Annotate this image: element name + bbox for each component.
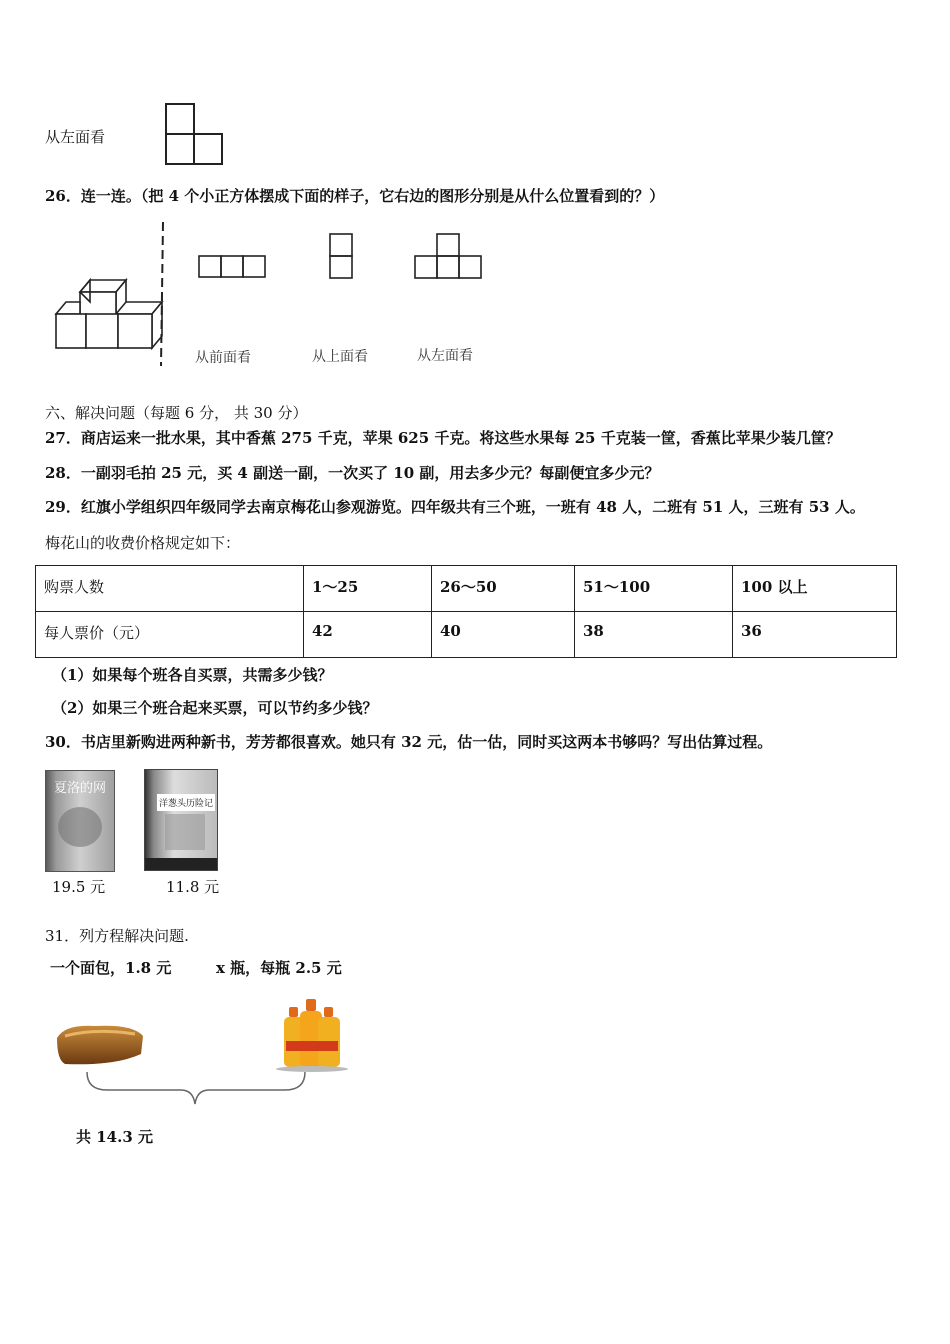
bottles-label: x 瓶，每瓶 2.5 元 (216, 959, 342, 977)
q25-view-label: 从左面看 (45, 128, 106, 146)
total-brace (85, 1070, 310, 1110)
table-cell: 42 (304, 612, 432, 658)
book1-illustration (58, 807, 102, 847)
q29-sub1: （1）如果每个班各自买票，共需多少钱？ (52, 666, 333, 684)
price-table (35, 565, 897, 658)
table-row (36, 612, 897, 658)
caption-front: 从前面看 (195, 350, 251, 366)
book2-cover (144, 769, 218, 871)
bread-icon (55, 1020, 147, 1070)
section-title: 六、解决问题（每题 6 分， 共 30 分） (45, 404, 308, 422)
q29-sub2: （2）如果三个班合起来买票，可以节约多少钱？ (52, 699, 378, 717)
dashed-divider (158, 220, 168, 368)
juice-bottles-icon (274, 995, 354, 1075)
total-label: 共 14.3 元 (76, 1128, 153, 1146)
q26-left-view (411, 230, 486, 282)
q27-text: 27．商店运来一批水果，其中香蕉 275 千克，苹果 625 千克。将这些水果每 25 千克装一筐，香蕉比苹果少装几筐？ (45, 429, 841, 447)
table-cell: 38 (575, 612, 733, 658)
q28-text: 28．一副羽毛拍 25 元，买 4 副送一副，一次买了 10 副，用去多少元？每副便宜多少元？ (45, 464, 660, 482)
table-cell: 购票人数 (36, 566, 304, 612)
q30-text: 30．书店里新购进两种新书，芳芳都很喜欢。她只有 32 元，估一估，同时买这两本书够吗？写出估算过程。 (45, 733, 773, 751)
q25-left-view-figure (160, 100, 230, 170)
q26-top-view (325, 230, 357, 282)
caption-left: 从左面看 (417, 348, 473, 364)
book2-band (145, 858, 217, 870)
table-cell: 100 以上 (733, 566, 897, 612)
q29-text: 29．红旗小学组织四年级同学去南京梅花山参观游览。四年级共有三个班，一班有 48 人，二班有 51 人，三班有 53 人。 (45, 498, 865, 516)
book2-title: 洋葱头历险记 (157, 794, 215, 811)
book1-title: 夏洛的网 (53, 781, 106, 796)
book2-price: 11.8 元 (166, 878, 220, 896)
table-cell: 40 (432, 612, 575, 658)
q26-cube-stack (50, 220, 160, 355)
table-row (36, 566, 897, 612)
bread-label: 一个面包，1.8 元 (50, 959, 172, 977)
caption-top: 从上面看 (312, 349, 368, 365)
book2-illustration (165, 814, 205, 850)
q26-front-view (195, 252, 270, 282)
q29-text2: 梅花山的收费价格规定如下： (45, 534, 241, 552)
q31-text: 31．列方程解决问题. (45, 927, 189, 945)
table-cell: 36 (733, 612, 897, 658)
table-cell: 26～50 (432, 566, 575, 612)
q26-text: 26．连一连。（把 4 个小正方体摆成下面的样子，它右边的图形分别是从什么位置看到的？） (45, 187, 665, 205)
table-cell: 每人票价（元） (36, 612, 304, 658)
book1-cover (45, 770, 115, 872)
book1-price: 19.5 元 (52, 878, 106, 896)
table-cell: 1～25 (304, 566, 432, 612)
table-cell: 51～100 (575, 566, 733, 612)
